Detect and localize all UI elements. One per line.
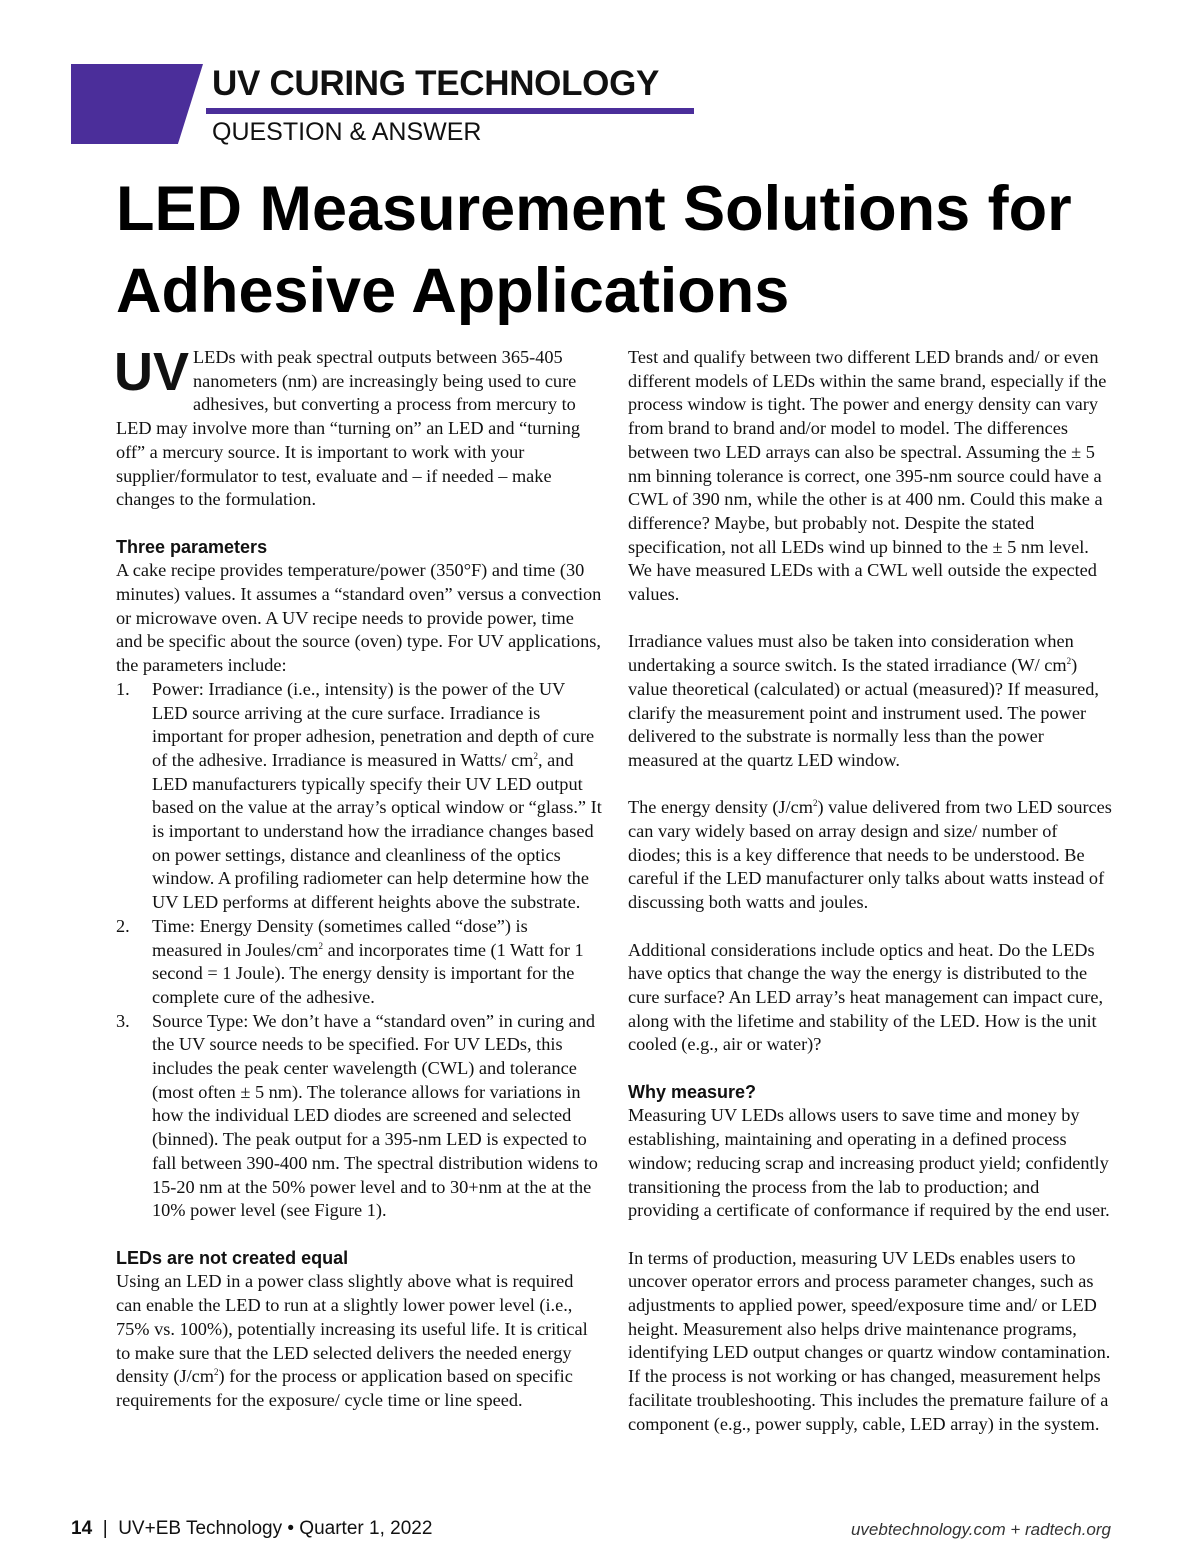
section-label: UV CURING TECHNOLOGY [212,64,660,103]
production-paragraph: In terms of production, measuring UV LEDs enables users to uncover operator errors and process parameter changes, such as adjustments to applied power, speed/exposure time and/ or LED height. Measurement also helps drive maintenance programs, identifying LED output changes or quartz window contamination. If the process is not working or has changed, measurement helps facilitate troubleshooting. This includes the premature failure of a component (e.g., power supply, cable, LED array) in the system. [628,1247,1111,1434]
optics-heat-paragraph: Additional considerations include optics and heat. Do the LEDs have optics that change the way the energy is distributed to the cure surface? An LED array’s heat management can impact cure, along with the lifetime and stability of the LED. How is the unit cooled (e.g., air or water)? [628,939,1104,1055]
footer-publication [71,1518,432,1540]
list-item: 2. Time: Energy Density (sometimes called “dose”) is measured in Joules/$cm^2$ and incorporates time (1 Watt for 1 second = 1 Joule). The energy density is important for the complete cure of the adhesive. [116,915,584,1007]
footer-separator: | [102,1518,108,1539]
right-column [628,346,1114,1436]
list-item: 3. Source Type: We don’t have a “standard oven” in curing and the UV source needs to be specified. For UV LEDs, this includes the peak center wavelength (CWL) and tolerance (most often ± 5 nm). The tolerance allows for variations in how the individual LED diodes are screened and selected (binned). The peak output for a 395-nm LED is expected to fall between 390-400 nm. The spectral distribution widens to 15-20 nm at the 50% power level and to 30+nm at the at the 10% power level (see Figure 1). [116,1010,598,1221]
article-title: LED Measurement Solutions for Adhesive Applications [116,174,1072,326]
brands-paragraph: Test and qualify between two different LED brands and/ or even different models of LEDs within the same brand, especially if the process window is tight. The power and energy density can vary from brand to brand and/or model to model. The differences between two LED arrays can also be spectral. Assuming the ± 5 nm binning tolerance is correct, one 395-nm source could have a CWL of 390 nm, while the other is at 400 nm. Could this make a difference? Maybe, but probably not. Despite the stated specification, not all LEDs wind up binned to the ± 5 nm level. We have measured LEDs with a CWL well outside the expected values. [628,347,1107,605]
header-accent-block [71,64,203,144]
left-column [114,342,602,1413]
why-measure-paragraph: Measuring UV LEDs allows users to save time and money by establishing, maintaining and operating in a defined process window; reducing scrap and increasing product yield; confidently transitioning the process from the lab to production; and providing a certificate of conformance if required by the end user. [628,1105,1110,1221]
drop-cap: UV [114,342,190,402]
header-rule [206,108,694,114]
subhead-not-created-equal: LEDs are not created equal [116,1247,349,1268]
three-parameters-paragraph: A cake recipe provides temperature/power (350°F) and time (30 minutes) values. It assumes a “standard oven” versus a convection or microwave oven. A UV recipe needs to provide power, time and be specific about the source (oven) type. For UV applications, the parameters include: [116,560,602,676]
not-created-equal-paragraph: Using an LED in a power class slightly above what is required can enable the LED to run at a slightly lower power level (i.e., 75% vs. 100%), potentially increasing its useful life. It is critical to make sure that the LED selected delivers the needed energy density $(J/cm^2)$ for the process or application based on specific requirements for the exposure/ cycle time or line speed. [116,1271,588,1410]
footer-websites: uvebtechnology.com + radtech.org [850,1520,1111,1539]
section-sublabel: QUESTION & ANSWER [212,118,482,146]
energy-density-paragraph: The energy density $(J/cm^2)$ value delivered from two LED sources can vary widely based on array design and size/ number of diodes; this is a key difference that needs to be understood. Be careful if the LED manufacturer only talks about watts instead of discussing both watts and joules. [628,797,1112,913]
list-item: 1. Power: Irradiance (i.e., intensity) is the power of the UV LED source arriving at the cure surface. Irradiance is important for proper adhesion, penetration and depth of cure of the adhesive. Irradiance is measured in Watts/ $cm^2$, and LED manufacturers typically specify their UV LED output based on the value at the array’s optical window or “glass.” It is important to understand how the irradiance changes based on power settings, distance and cleanliness of the optics window. A profiling radiometer can help determine how the UV LED performs at different heights above the substrate. [116,678,602,913]
subhead-three-parameters: Three parameters [116,536,268,557]
page-number: 14 [71,1518,93,1539]
subhead-why-measure: Why measure? [628,1081,757,1102]
parameters-list [116,678,602,1223]
intro-paragraph: UV LEDs with peak spectral outputs between 365-405 nanometers (nm) are increasingly being used to cure adhesives, but converting a process from mercury to LED may involve more than “turning on” an LED and “turning off” a mercury source. It is important to work with your supplier/formulator to test, evaluate and – if needed – make changes to the formulation. [114,342,581,510]
publication-name: UV+EB Technology • Quarter 1, 2022 [118,1518,433,1539]
irradiance-paragraph: Irradiance values must also be taken into consideration when undertaking a source switch. Is the stated irradiance (W/ $cm^2$) value theoretical (calculated) or actual (measured)? If measured, clarify the measurement point and instrument used. The power delivered to the substrate is normally less than the power measured at the quartz LED window. [628,631,1099,770]
